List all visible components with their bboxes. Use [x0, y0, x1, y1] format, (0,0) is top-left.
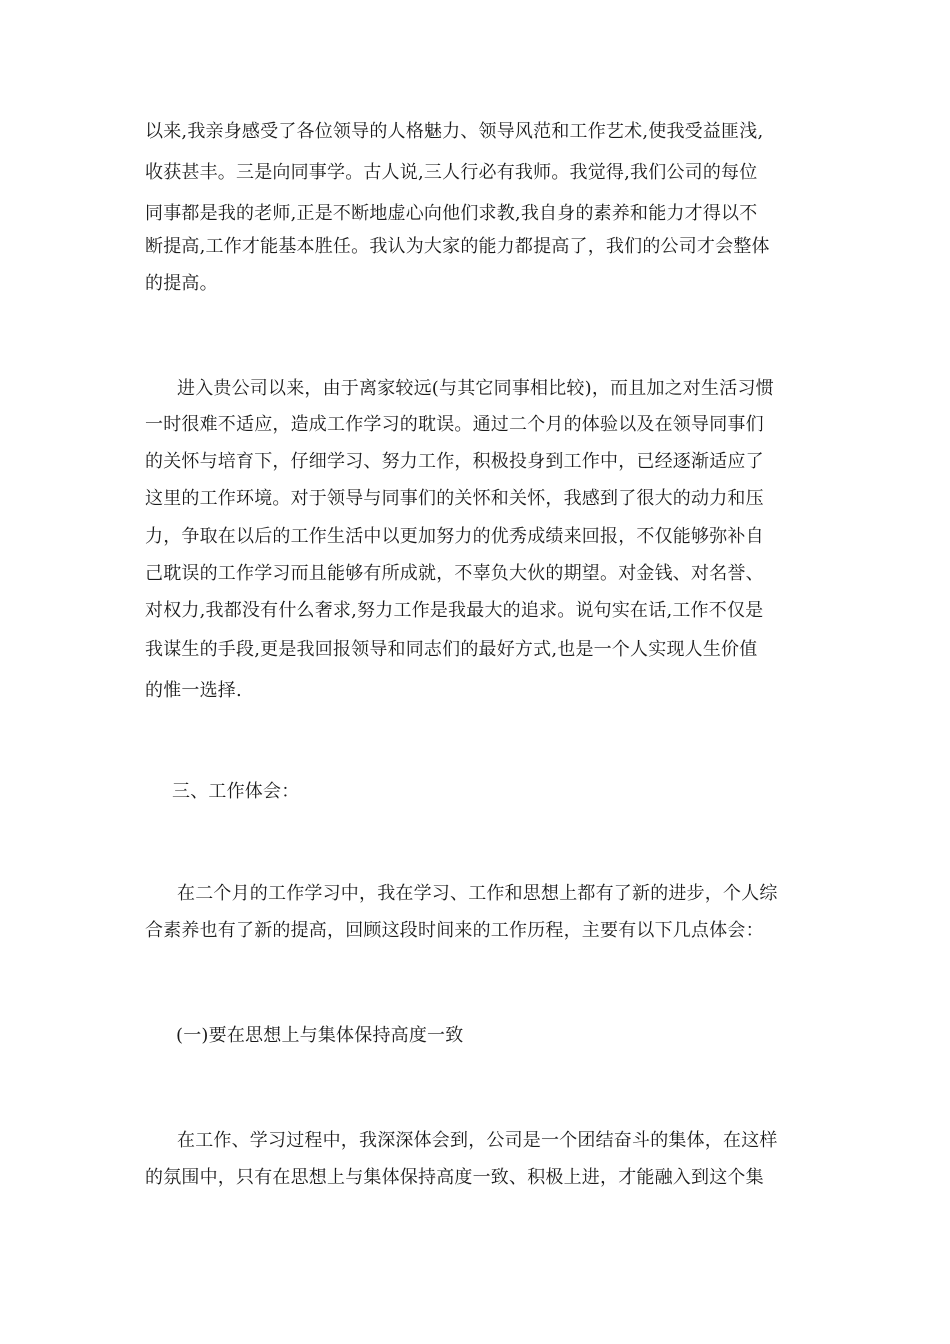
paragraph-2-line-6: 己耽误的工作学习而且能够有所成就，不辜负大伙的期望。对金钱、对名誉、 — [145, 563, 764, 584]
paragraph-3-line-2: 合素养也有了新的提高，回顾这段时间来的工作历程，主要有以下几点体会： — [145, 920, 764, 941]
paragraph-2-line-5: 力，争取在以后的工作生活中以更加努力的优秀成绩来回报，不仅能够弥补自 — [145, 526, 764, 547]
paragraph-1-line-2: 收获甚丰。三是向同事学。古人说,三人行必有我师。我觉得,我们公司的每位 — [145, 162, 758, 183]
paragraph-2-line-7: 对权力,我都没有什么奢求,努力工作是我最大的追求。说句实在话,工作不仅是 — [145, 600, 764, 621]
paragraph-1-line-5: 的提高。 — [145, 273, 218, 294]
paragraph-2-line-4: 这里的工作环境。对于领导与同事们的关怀和关怀，我感到了很大的动力和压 — [145, 488, 764, 509]
section-heading: 三、工作体会： — [172, 781, 300, 802]
paragraph-4-line-2: 的氛围中，只有在思想上与集体保持高度一致、积极上进，才能融入到这个集 — [145, 1167, 764, 1188]
paragraph-4-line-1: 在工作、学习过程中，我深深体会到，公司是一个团结奋斗的集体，在这样 — [177, 1130, 778, 1151]
paragraph-1-line-4: 断提高,工作才能基本胜任。我认为大家的能力都提高了，我们的公司才会整体 — [145, 236, 770, 257]
paragraph-1-line-1: 以来,我亲身感受了各位领导的人格魅力、领导风范和工作艺术,使我受益匪浅, — [145, 121, 764, 142]
paragraph-2-line-8: 我谋生的手段,更是我回报领导和同志们的最好方式,也是一个人实现人生价值 — [145, 639, 758, 660]
paragraph-2-line-3: 的关怀与培育下，仔细学习、努力工作，积极投身到工作中，已经逐渐适应了 — [145, 451, 764, 472]
subsection-heading: (一)要在思想上与集体保持高度一致 — [176, 1025, 464, 1046]
paragraph-2-line-2: 一时很难不适应，造成工作学习的耽误。通过二个月的体验以及在领导同事们 — [145, 414, 764, 435]
paragraph-3-line-1: 在二个月的工作学习中，我在学习、工作和思想上都有了新的进步，个人综 — [177, 883, 778, 904]
paragraph-1-line-3: 同事都是我的老师,正是不断地虚心向他们求教,我自身的素养和能力才得以不 — [145, 203, 758, 224]
paragraph-2-line-9: 的惟一选择. — [145, 680, 242, 701]
paragraph-2-line-1: 进入贵公司以来，由于离家较远(与其它同事相比较)，而且加之对生活习惯 — [177, 378, 774, 399]
